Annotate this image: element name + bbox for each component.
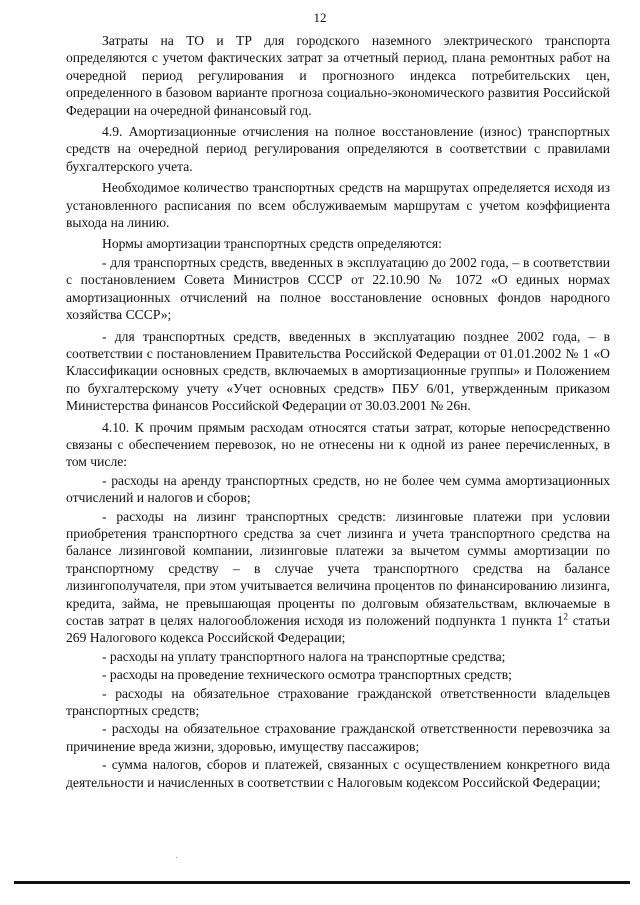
list-item-before-2002: - для транспортных средств, введенных в эксплуатацию до 2002 года, – в соответствии с постановлением Совета Министров СССР от 22.10.90 № 1072 «О единых нормах амортизационных отчислений на полное восстановление основных фондов народного хозяйства СССР»; bbox=[66, 254, 610, 323]
paragraph-vehicle-count: Необходимое количество транспортных средств на маршрутах определяется исходя из установленного расписания по всем обслуживаемым маршрутам с учетом коэффициента выхода на линию. bbox=[66, 180, 610, 231]
document-body bbox=[66, 32, 610, 792]
footer-rule bbox=[14, 881, 630, 884]
leasing-text-end: статьи 269 Налогового кодекса Российской Федерации; bbox=[66, 613, 610, 646]
page-number: 12 bbox=[313, 10, 327, 25]
list-item-carrier-insurance: - расходы на обязательное страхование гражданской ответственности перевозчика за причинение вреда жизни, здоровью, имуществу пассажиров; bbox=[66, 721, 610, 754]
list-item-taxes-fees: - сумма налогов, сборов и платежей, связанных с осуществлением конкретного вида деятельности и начисленных в соответствии с Налоговым кодексом Российской Федерации; bbox=[66, 757, 610, 790]
leasing-text: - расходы на лизинг транспортных средств: лизинговые платежи при условии приобретения транспортного средства за счет лизинга и учета транспортного средства на балансе лизинговой компании, лизинговые платежи за вычетом суммы амортизации по транспортному средству – в случае учета транспортного средства на балансе лизингополучателя, при этом учитывается величина процентов по финансированию лизинга, кредита, займа, не превышающая проценты по долговым обязательствам, включаемые в состав затрат в целях налогообложения исходя из положений подпункта 1 пункта 1 bbox=[66, 508, 610, 628]
list-item-owner-insurance: - расходы на обязательное страхование гражданской ответственности владельцев транспортных средств; bbox=[66, 685, 610, 719]
scan-speck bbox=[176, 857, 177, 858]
paragraph-to-tr-costs: Затраты на ТО и ТР для городского наземного электрического транспорта определяются с учетом фактических затрат за отчетный период, плана ремонтных работ на очередной период регулирования и прогнозного индекса потребительских цен, определенного в базовом варианте прогноза социально-экономического развития Российской Федерации на очередной финансовый год. bbox=[66, 33, 610, 118]
superscript: 2 bbox=[563, 611, 568, 622]
list-item-tech-inspection: - расходы на проведение технического осмотра транспортных средств; bbox=[102, 667, 512, 683]
list-item-rent: - расходы на аренду транспортных средств, но не более чем сумма амортизационных отчислений и налогов и сборов; bbox=[66, 472, 610, 506]
paragraph-depreciation-norms: Нормы амортизации транспортных средств определяются: bbox=[102, 236, 442, 252]
list-item-leasing bbox=[66, 508, 610, 647]
list-item-after-2002: - для транспортных средств, введенных в эксплуатацию позднее 2002 года, – в соответствии с постановлением Правительства Российской Федерации от 01.01.2002 № 1 «О Классификации основных средств, включаемых в амортизационные группы» и Положением по бухгалтерскому учету «Учет основных средств» ПБУ 6/01, утвержденным приказом Министерства финансов Российской Федерации от 30.03.2001 № 26н. bbox=[66, 328, 610, 414]
paragraph-4-9-depreciation: 4.9. Амортизационные отчисления на полное восстановление (износ) транспортных средств на очередной период регулирования определяются в соответствии с правилами бухгалтерского учета. bbox=[66, 124, 610, 174]
paragraph-4-10-other-costs: 4.10. К прочим прямым расходам относятся статьи затрат, которые непосредственно связаны с обеспечением перевозок, но не отнесены ни к одной из ранее перечисленных, в том числе: bbox=[66, 419, 610, 470]
list-item-transport-tax: - расходы на уплату транспортного налога на транспортные средства; bbox=[102, 648, 506, 664]
